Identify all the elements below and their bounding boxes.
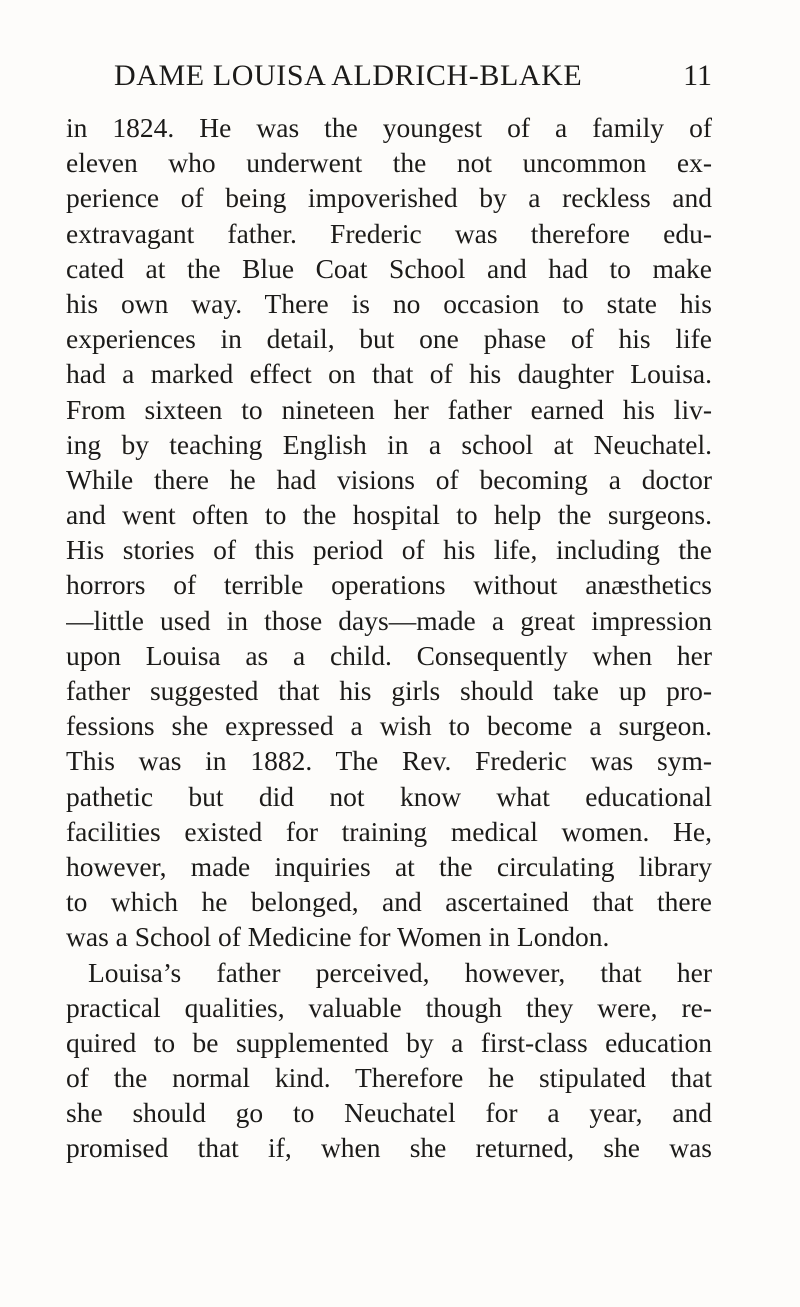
text-line: Louisa’s father perceived, however, that her xyxy=(88,956,712,988)
text-line: practical qualities, valuable though they were, re- xyxy=(66,991,712,1023)
text-line: however, made inquiries at the circulating library xyxy=(66,850,712,882)
text-line: While there he had visions of becoming a doctor xyxy=(66,463,712,495)
text-line: was a School of Medicine for Women in London. xyxy=(66,921,610,953)
text-line: His stories of this period of his life, including the xyxy=(66,534,712,566)
text-line: —little used in those days—made a great impression xyxy=(66,604,712,636)
text-line: in 1824. He was the youngest of a family of xyxy=(66,112,712,143)
text-line: of the normal kind. Therefore he stipulated that xyxy=(66,1062,712,1094)
running-head xyxy=(66,56,712,96)
text-line: his own way. There is no occasion to state his xyxy=(66,287,712,319)
running-title: DAME LOUISA ALDRICH-BLAKE xyxy=(114,59,583,92)
text-line: promised that if, when she returned, she was xyxy=(66,1132,712,1164)
text-line: This was in 1882. The Rev. Frederic was sym- xyxy=(66,745,712,777)
text-line: From sixteen to nineteen her father earned his liv- xyxy=(66,393,712,425)
text-line: upon Louisa as a child. Consequently when her xyxy=(66,639,712,671)
text-line: to which he belonged, and ascertained that there xyxy=(66,886,712,918)
text-line: extravagant father. Frederic was therefore edu- xyxy=(66,217,712,249)
text-line: quired to be supplemented by a first-class education xyxy=(66,1026,712,1058)
page-number: 11 xyxy=(683,59,712,92)
text-line: perience of being impoverished by a reckless and xyxy=(66,182,712,214)
text-line: cated at the Blue Coat School and had to make xyxy=(66,252,712,284)
text-line: facilities existed for training medical women. He, xyxy=(66,815,712,847)
text-line: had a marked effect on that of his daughter Louisa. xyxy=(66,358,712,390)
body-text xyxy=(66,110,712,1166)
text-line: and went often to the hospital to help the surgeons. xyxy=(66,499,712,531)
text-line: father suggested that his girls should take up pro- xyxy=(66,675,712,706)
text-line: eleven who underwent the not uncommon ex- xyxy=(66,147,712,179)
text-line: ing by teaching English in a school at Neuchatel. xyxy=(66,428,712,460)
text-line: pathetic but did not know what educational xyxy=(66,780,712,812)
text-line: experiences in detail, but one phase of his life xyxy=(66,323,712,355)
text-line: she should go to Neuchatel for a year, and xyxy=(66,1097,712,1129)
text-line: fessions she expressed a wish to become a surgeon. xyxy=(66,710,712,742)
text-line: horrors of terrible operations without anæsthetics xyxy=(66,569,712,601)
